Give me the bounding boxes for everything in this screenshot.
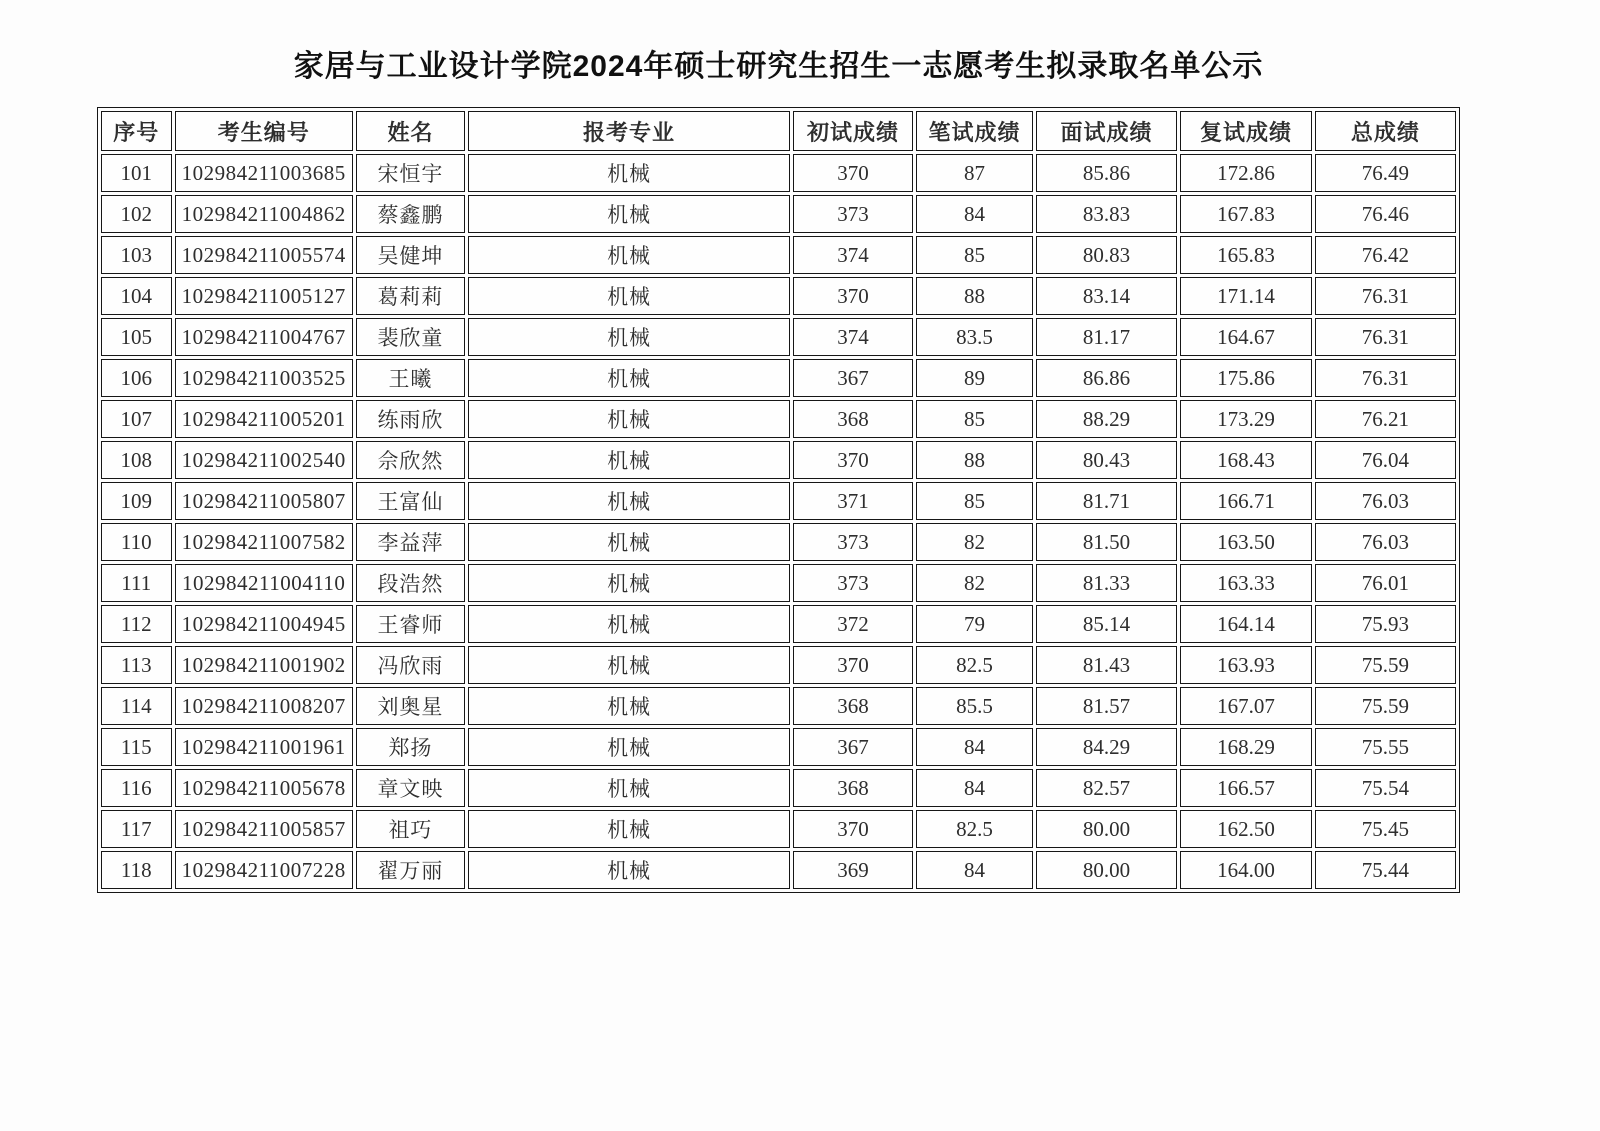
cell-major: 机械 [468, 482, 790, 520]
cell-retest-score: 163.50 [1180, 523, 1312, 561]
cell-candidate-id: 102984211003525 [175, 359, 353, 397]
cell-seq: 104 [101, 277, 172, 315]
cell-initial-score: 370 [793, 154, 913, 192]
table-row [101, 523, 1456, 561]
column-header-initial-score: 初试成绩 [793, 111, 913, 151]
cell-candidate-id: 102984211004767 [175, 318, 353, 356]
cell-candidate-id: 102984211005127 [175, 277, 353, 315]
cell-interview-score: 80.43 [1036, 441, 1177, 479]
cell-candidate-id: 102984211007228 [175, 851, 353, 889]
cell-major: 机械 [468, 236, 790, 274]
cell-candidate-id: 102984211005857 [175, 810, 353, 848]
cell-interview-score: 82.57 [1036, 769, 1177, 807]
cell-seq: 116 [101, 769, 172, 807]
cell-total-score: 75.55 [1315, 728, 1456, 766]
cell-written-score: 82.5 [916, 810, 1033, 848]
cell-major: 机械 [468, 359, 790, 397]
cell-seq: 103 [101, 236, 172, 274]
cell-initial-score: 373 [793, 195, 913, 233]
cell-retest-score: 163.93 [1180, 646, 1312, 684]
cell-written-score: 84 [916, 851, 1033, 889]
cell-total-score: 76.21 [1315, 400, 1456, 438]
table-row [101, 687, 1456, 725]
column-header-name: 姓名 [356, 111, 465, 151]
cell-major: 机械 [468, 523, 790, 561]
admission-table-head-row [101, 111, 1456, 151]
admission-table [97, 107, 1460, 893]
column-header-retest-score: 复试成绩 [1180, 111, 1312, 151]
cell-seq: 117 [101, 810, 172, 848]
cell-seq: 113 [101, 646, 172, 684]
cell-retest-score: 164.00 [1180, 851, 1312, 889]
cell-written-score: 82.5 [916, 646, 1033, 684]
cell-interview-score: 81.33 [1036, 564, 1177, 602]
cell-name: 王曦 [356, 359, 465, 397]
cell-retest-score: 163.33 [1180, 564, 1312, 602]
cell-name: 祖巧 [356, 810, 465, 848]
cell-initial-score: 371 [793, 482, 913, 520]
cell-retest-score: 173.29 [1180, 400, 1312, 438]
cell-interview-score: 80.00 [1036, 851, 1177, 889]
cell-initial-score: 369 [793, 851, 913, 889]
page-title: 家居与工业设计学院2024年硕士研究生招生一志愿考生拟录取名单公示 [293, 50, 1264, 83]
admission-table-body [101, 154, 1456, 889]
table-row [101, 400, 1456, 438]
cell-interview-score: 81.17 [1036, 318, 1177, 356]
cell-retest-score: 168.43 [1180, 441, 1312, 479]
cell-candidate-id: 102984211004862 [175, 195, 353, 233]
cell-retest-score: 175.86 [1180, 359, 1312, 397]
cell-initial-score: 373 [793, 523, 913, 561]
cell-seq: 115 [101, 728, 172, 766]
cell-total-score: 75.59 [1315, 646, 1456, 684]
cell-written-score: 83.5 [916, 318, 1033, 356]
cell-total-score: 75.45 [1315, 810, 1456, 848]
cell-seq: 111 [101, 564, 172, 602]
table-row [101, 236, 1456, 274]
cell-candidate-id: 102984211008207 [175, 687, 353, 725]
cell-initial-score: 370 [793, 810, 913, 848]
cell-total-score: 76.03 [1315, 482, 1456, 520]
cell-candidate-id: 102984211004945 [175, 605, 353, 643]
cell-name: 宋恒宇 [356, 154, 465, 192]
cell-total-score: 76.31 [1315, 318, 1456, 356]
document-sheet [97, 0, 1460, 893]
cell-candidate-id: 102984211005574 [175, 236, 353, 274]
cell-interview-score: 84.29 [1036, 728, 1177, 766]
cell-seq: 108 [101, 441, 172, 479]
cell-candidate-id: 102984211001902 [175, 646, 353, 684]
cell-written-score: 89 [916, 359, 1033, 397]
cell-written-score: 85.5 [916, 687, 1033, 725]
cell-candidate-id: 102984211001961 [175, 728, 353, 766]
cell-name: 刘奥星 [356, 687, 465, 725]
cell-interview-score: 81.43 [1036, 646, 1177, 684]
cell-interview-score: 85.14 [1036, 605, 1177, 643]
cell-initial-score: 368 [793, 769, 913, 807]
cell-name: 王睿师 [356, 605, 465, 643]
cell-major: 机械 [468, 441, 790, 479]
cell-initial-score: 370 [793, 441, 913, 479]
cell-retest-score: 172.86 [1180, 154, 1312, 192]
cell-total-score: 76.42 [1315, 236, 1456, 274]
cell-written-score: 84 [916, 195, 1033, 233]
cell-name: 葛莉莉 [356, 277, 465, 315]
cell-written-score: 84 [916, 728, 1033, 766]
cell-seq: 102 [101, 195, 172, 233]
cell-retest-score: 168.29 [1180, 728, 1312, 766]
table-row [101, 769, 1456, 807]
table-row [101, 318, 1456, 356]
cell-interview-score: 83.83 [1036, 195, 1177, 233]
cell-initial-score: 367 [793, 728, 913, 766]
cell-interview-score: 81.71 [1036, 482, 1177, 520]
cell-candidate-id: 102984211007582 [175, 523, 353, 561]
cell-retest-score: 166.71 [1180, 482, 1312, 520]
cell-initial-score: 372 [793, 605, 913, 643]
cell-name: 佘欣然 [356, 441, 465, 479]
cell-total-score: 75.44 [1315, 851, 1456, 889]
cell-initial-score: 367 [793, 359, 913, 397]
cell-seq: 118 [101, 851, 172, 889]
cell-total-score: 75.93 [1315, 605, 1456, 643]
cell-written-score: 85 [916, 236, 1033, 274]
cell-retest-score: 165.83 [1180, 236, 1312, 274]
cell-interview-score: 88.29 [1036, 400, 1177, 438]
cell-major: 机械 [468, 318, 790, 356]
cell-major: 机械 [468, 605, 790, 643]
cell-written-score: 84 [916, 769, 1033, 807]
cell-name: 练雨欣 [356, 400, 465, 438]
table-row [101, 277, 1456, 315]
cell-initial-score: 368 [793, 687, 913, 725]
cell-total-score: 76.46 [1315, 195, 1456, 233]
column-header-candidate-id: 考生编号 [175, 111, 353, 151]
column-header-interview-score: 面试成绩 [1036, 111, 1177, 151]
cell-written-score: 82 [916, 523, 1033, 561]
cell-name: 段浩然 [356, 564, 465, 602]
cell-name: 裴欣童 [356, 318, 465, 356]
cell-candidate-id: 102984211005807 [175, 482, 353, 520]
cell-major: 机械 [468, 400, 790, 438]
cell-name: 郑扬 [356, 728, 465, 766]
cell-retest-score: 164.14 [1180, 605, 1312, 643]
cell-initial-score: 374 [793, 318, 913, 356]
cell-major: 机械 [468, 810, 790, 848]
cell-name: 冯欣雨 [356, 646, 465, 684]
cell-seq: 106 [101, 359, 172, 397]
table-row [101, 564, 1456, 602]
cell-name: 翟万丽 [356, 851, 465, 889]
cell-initial-score: 368 [793, 400, 913, 438]
cell-interview-score: 85.86 [1036, 154, 1177, 192]
cell-written-score: 85 [916, 400, 1033, 438]
cell-initial-score: 373 [793, 564, 913, 602]
cell-name: 蔡鑫鹏 [356, 195, 465, 233]
cell-name: 王富仙 [356, 482, 465, 520]
cell-interview-score: 81.50 [1036, 523, 1177, 561]
cell-total-score: 76.31 [1315, 277, 1456, 315]
cell-seq: 101 [101, 154, 172, 192]
column-header-seq: 序号 [101, 111, 172, 151]
cell-written-score: 88 [916, 441, 1033, 479]
cell-retest-score: 164.67 [1180, 318, 1312, 356]
cell-total-score: 75.54 [1315, 769, 1456, 807]
cell-seq: 112 [101, 605, 172, 643]
table-row [101, 441, 1456, 479]
cell-retest-score: 167.83 [1180, 195, 1312, 233]
table-row [101, 728, 1456, 766]
cell-name: 李益萍 [356, 523, 465, 561]
cell-written-score: 85 [916, 482, 1033, 520]
cell-major: 机械 [468, 277, 790, 315]
cell-seq: 105 [101, 318, 172, 356]
cell-major: 机械 [468, 195, 790, 233]
cell-seq: 114 [101, 687, 172, 725]
table-row [101, 154, 1456, 192]
cell-candidate-id: 102984211005201 [175, 400, 353, 438]
cell-written-score: 79 [916, 605, 1033, 643]
cell-major: 机械 [468, 728, 790, 766]
table-row [101, 359, 1456, 397]
cell-written-score: 87 [916, 154, 1033, 192]
cell-candidate-id: 102984211003685 [175, 154, 353, 192]
cell-total-score: 76.31 [1315, 359, 1456, 397]
cell-total-score: 76.49 [1315, 154, 1456, 192]
cell-interview-score: 81.57 [1036, 687, 1177, 725]
table-row [101, 482, 1456, 520]
cell-candidate-id: 102984211005678 [175, 769, 353, 807]
cell-written-score: 82 [916, 564, 1033, 602]
table-row [101, 605, 1456, 643]
table-row [101, 851, 1456, 889]
cell-seq: 107 [101, 400, 172, 438]
cell-major: 机械 [468, 646, 790, 684]
cell-total-score: 75.59 [1315, 687, 1456, 725]
cell-major: 机械 [468, 851, 790, 889]
table-row [101, 810, 1456, 848]
table-row [101, 646, 1456, 684]
column-header-written-score: 笔试成绩 [916, 111, 1033, 151]
column-header-total-score: 总成绩 [1315, 111, 1456, 151]
cell-candidate-id: 102984211004110 [175, 564, 353, 602]
cell-total-score: 76.04 [1315, 441, 1456, 479]
cell-candidate-id: 102984211002540 [175, 441, 353, 479]
cell-name: 章文映 [356, 769, 465, 807]
cell-initial-score: 370 [793, 646, 913, 684]
cell-retest-score: 167.07 [1180, 687, 1312, 725]
cell-retest-score: 171.14 [1180, 277, 1312, 315]
cell-major: 机械 [468, 687, 790, 725]
cell-initial-score: 374 [793, 236, 913, 274]
cell-retest-score: 162.50 [1180, 810, 1312, 848]
cell-seq: 109 [101, 482, 172, 520]
cell-interview-score: 86.86 [1036, 359, 1177, 397]
cell-interview-score: 80.83 [1036, 236, 1177, 274]
cell-major: 机械 [468, 769, 790, 807]
cell-initial-score: 370 [793, 277, 913, 315]
cell-seq: 110 [101, 523, 172, 561]
table-row [101, 195, 1456, 233]
column-header-major: 报考专业 [468, 111, 790, 151]
cell-major: 机械 [468, 154, 790, 192]
cell-retest-score: 166.57 [1180, 769, 1312, 807]
cell-name: 吴健坤 [356, 236, 465, 274]
cell-interview-score: 83.14 [1036, 277, 1177, 315]
cell-total-score: 76.03 [1315, 523, 1456, 561]
cell-interview-score: 80.00 [1036, 810, 1177, 848]
cell-major: 机械 [468, 564, 790, 602]
cell-total-score: 76.01 [1315, 564, 1456, 602]
cell-written-score: 88 [916, 277, 1033, 315]
